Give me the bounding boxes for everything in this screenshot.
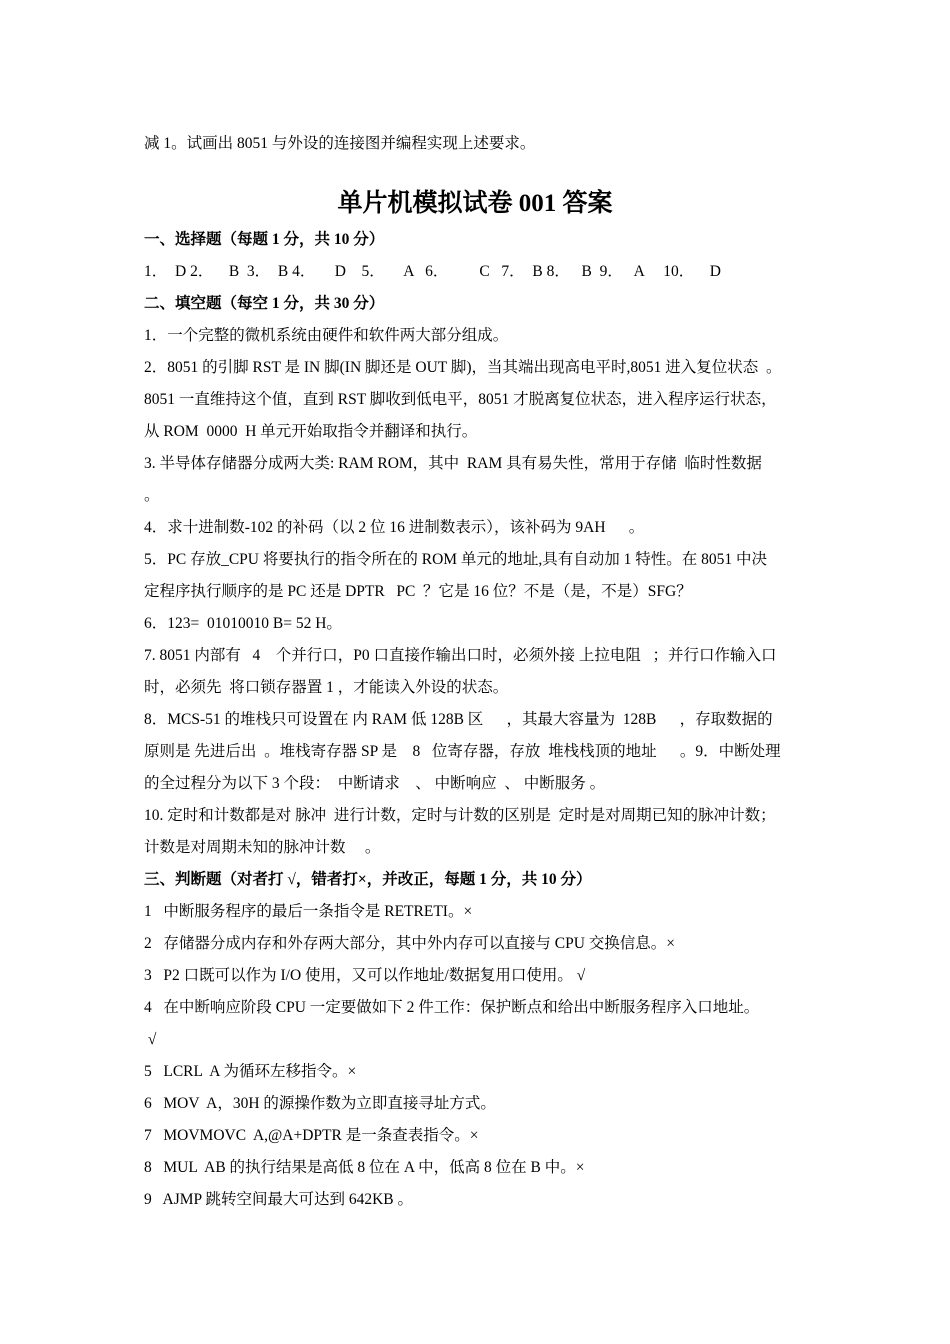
fill-line: 原则是 先进后出 。堆栈寄存器 SP 是 8 位寄存器，存放 堆栈栈顶的地址 。9．中断处理: [144, 743, 781, 760]
judge-line: 2 存储器分成内存和外存两大部分，其中外内存可以直接与 CPU 交换信息。×: [144, 935, 676, 952]
fill-line: 3. 半导体存储器分成两大类: RAM ROM，其中 RAM 具有易失性，常用于存储 临时性数据: [144, 455, 762, 472]
section-heading-judge: 三、判断题（对者打 √，错者打×，并改正，每题 1 分，共 10 分）: [144, 871, 592, 888]
intro-line: 减 1。试画出 8051 与外设的连接图并编程实现上述要求。: [144, 135, 536, 152]
fill-line: 。: [144, 487, 160, 504]
judge-line: 4 在中断响应阶段 CPU 一定要做如下 2 件工作：保护断点和给出中断服务程序入口地址。: [144, 999, 760, 1016]
judge-line: 1 中断服务程序的最后一条指令是 RETRETI。×: [144, 903, 473, 920]
judge-line: 7 MOVMOVC A,@A+DPTR 是一条查表指令。×: [144, 1127, 479, 1144]
fill-line: 2．8051 的引脚 RST 是 IN 脚(IN 脚还是 OUT 脚)，当其端出现高电平时,8051 进入复位状态 。: [144, 359, 782, 376]
fill-line: 7. 8051 内部有 4 个并行口，P0 口直接作输出口时，必须外接 上拉电阻 ；并行口作输入口: [144, 647, 777, 664]
fill-line: 10. 定时和计数都是对 脉冲 进行计数，定时与计数的区别是 定时是对周期已知的脉冲计数；: [144, 807, 776, 824]
fill-line: 8．MCS-51 的堆栈只可设置在 内 RAM 低 128B 区 ，其最大容量为 128B ，存取数据的: [144, 711, 773, 728]
fill-line: 的全过程分为以下 3 个段： 中断请求 、 中断响应 、 中断服务 。: [144, 775, 606, 792]
fill-line: 定程序执行顺序的是 PC 还是 DPTR PC ？它是 16 位？不是（是，不是）SFG？: [144, 583, 692, 600]
judge-line: 3 P2 口既可以作为 I/O 使用，又可以作地址/数据复用口使用。 √: [144, 967, 586, 984]
section-heading-choice: 一、选择题（每题 1 分，共 10 分）: [144, 231, 385, 248]
fill-line: 8051 一直维持这个值，直到 RST 脚收到低电平，8051 才脱离复位状态，进入程序运行状态，: [144, 391, 777, 408]
judge-line: 8 MUL AB 的执行结果是高低 8 位在 A 中，低高 8 位在 B 中。×: [144, 1159, 585, 1176]
page-title: 单片机模拟试卷 001 答案: [337, 190, 613, 217]
judge-line: 6 MOV A，30H 的源操作数为立即直接寻址方式。: [144, 1095, 496, 1112]
choice-answers: 1． D 2． B 3． B 4． D 5． A 6． C 7． B 8． B 9． A 10． D: [144, 263, 721, 280]
fill-line: 5．PC 存放_CPU 将要执行的指令所在的 ROM 单元的地址,具有自动加 1 特性。在 8051 中决: [144, 551, 768, 568]
judge-line: √: [144, 1031, 157, 1048]
section-heading-fill: 二、填空题（每空 1 分，共 30 分）: [144, 295, 385, 312]
fill-line: 从 ROM 0000 H 单元开始取指令并翻译和执行。: [144, 423, 478, 440]
fill-line: 1．一个完整的微机系统由硬件和软件两大部分组成。: [144, 327, 509, 344]
fill-line: 计数是对周期未知的脉冲计数 。: [144, 839, 381, 856]
judge-line: 5 LCRL A 为循环左移指令。×: [144, 1063, 357, 1080]
judge-line: 9 AJMP 跳转空间最大可达到 642KB 。: [144, 1191, 413, 1208]
fill-line: 6．123= 01010010 B= 52 H。: [144, 615, 342, 632]
fill-line: 4．求十进制数-102 的补码（以 2 位 16 进制数表示），该补码为 9AH 。: [144, 519, 645, 536]
fill-line: 时，必须先 将口锁存器置 1 ，才能读入外设的状态。: [144, 679, 509, 696]
